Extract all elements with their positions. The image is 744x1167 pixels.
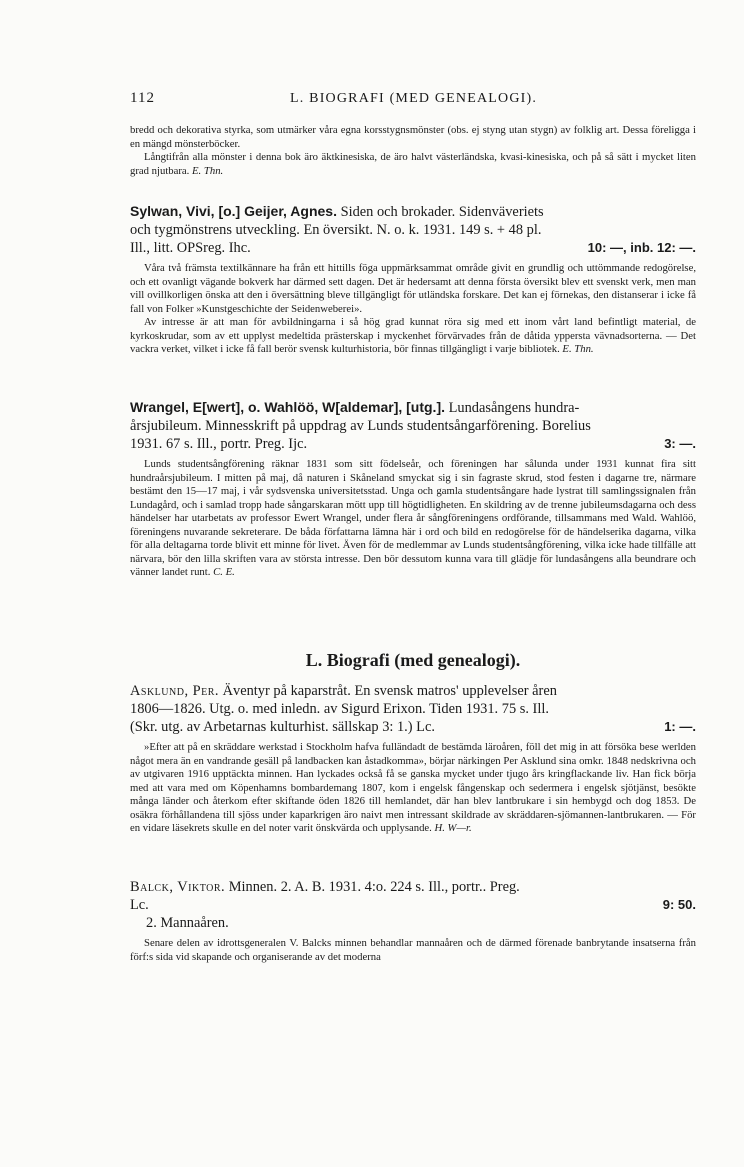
entry-publication: (Skr. utg. av Arbetarnas kulturhist. sällskap 3: 1.) Lc. xyxy=(130,719,435,735)
entry-citation xyxy=(130,878,696,932)
entry-author: Wrangel, E[wert], o. Wahlöö, W[aldemar], [utg.]. xyxy=(130,399,445,415)
entry-title: Minnen. 2. A. B. 1931. 4:o. 224 s. Ill., portr.. Preg. xyxy=(228,879,520,895)
entry-title: Äventyr på kaparstråt. En svensk matros' upplevelser åren xyxy=(222,683,557,699)
entry-subtitle: 2. Mannaåren. xyxy=(146,915,229,931)
entry-author: Sylwan, Vivi, [o.] Geijer, Agnes. xyxy=(130,203,337,219)
entry-citation xyxy=(130,398,696,453)
running-title: L. BIOGRAFI (MED GENEALOGI). xyxy=(290,91,538,106)
entry-title: Siden och brokader. Sidenväveriets xyxy=(340,204,544,220)
review-paragraph: Senare delen av idrottsgeneralen V. Balcks minnen behandlar mannaåren och de därmed förenade banbrytande insatserna från förf:s sida vid skapande och organiserande av det moderna xyxy=(130,937,696,963)
entry-sylwan xyxy=(130,202,696,357)
entry-line-2: 1806—1826. Utg. o. med inledn. av Sigurd Erixon. Tiden 1931. 75 s. Ill. xyxy=(130,701,549,717)
entry-line-2: och tygmönstrens utveckling. En översikt. N. o. k. 1931. 149 s. + 48 pl. xyxy=(130,222,542,238)
review-paragraph: Lunds studentsångförening räknar 1831 som sitt födelseår, och föreningen har sålunda under 1931 kunnat fira sitt hundraårsjubileum. I mitten på maj, då naturen i Skåneland smyckat sig i sin fagraste skrud, stod festen i dagarne tre, närmare bestämt den 15—17 maj, i vår sydsvenska universitetsstad. Unga och gamla studentsångare hade lystrat till samlingssignalen från Lundagård, och i samlad tropp hade sångarskaran mött upp till högtidligheten. En skildring av de trenne jubileumsdagarna och dess händelser har utarbetats av professor Ewert Wrangel, under flera år sångföreningens ordförande, tillsammans med Wald. Wahlöö, föreningens nuvarande sekreterare. De båda författarna lämna här i ord och bild en redogörelse för de händelserika dagarna, vilka för alla deltagarna torde blivit ett minne för livet. Även för de medlemmar av Lunds studentsångförening, vilka icke hade tillfälle att närvara, bör den lilla skriften vara av största intresse. Den bör dessutom kunna vara till glädje för lundasångens alla beundrare och vänner landet runt. C. E. xyxy=(130,458,696,578)
entry-price: 9: 50. xyxy=(662,897,696,912)
entry-price: 3: —. xyxy=(664,436,696,451)
intro-paragraph-2: Långtifrån alla mönster i denna bok äro äktkinesiska, de äro halvt västerländska, kvasi-kinesiska, och på så sätt i mycket liten grad njutbara. E. Thn. xyxy=(130,151,696,177)
entry-publication: Lc. xyxy=(130,897,149,913)
entry-wrangel xyxy=(130,398,696,580)
section-heading: L. Biografi (med genealogi). xyxy=(305,650,521,670)
intro-text xyxy=(130,124,696,178)
intro-signature: E. Thn. xyxy=(192,164,224,177)
entry-asklund xyxy=(130,682,696,836)
review-paragraph-1: Våra två främsta textilkännare ha från ett hittills föga uppmärksammat område givit en grundlig och uttömmande redogörelse, och ett ovanligt vägande bokverk har därmed sett dagen. Det är hedersamt att denna första översikt blev ett svenskt verk, men man vill ovillkorligen önska att den i översättning bleve tillgängligt för utländska forskare. Det kan ej förnekas, den distanserar i icke få fall von Folker »Kunstgeschichte der Seidenweberei». xyxy=(130,262,696,315)
page-number: 112 xyxy=(130,90,155,106)
entry-line-3 xyxy=(130,718,696,736)
entry-price: 1: —. xyxy=(664,719,696,734)
entry-citation xyxy=(130,682,696,736)
review-signature: C. E. xyxy=(213,566,235,578)
page-header xyxy=(130,90,696,112)
entry-review xyxy=(130,937,696,964)
entry-line-2 xyxy=(130,896,696,914)
intro-paragraph-1: bredd och dekorativa styrka, som utmärker våra egna korsstygnsmönster (obs. ej styng utan stygn) av folklig art. Dessa föreligga i en mängd mönsterböcker. xyxy=(130,124,696,150)
review-signature: E. Thn. xyxy=(562,343,594,355)
entry-review xyxy=(130,262,696,357)
entry-line-2: årsjubileum. Minnesskrift på uppdrag av Lunds studentsångarförening. Borelius xyxy=(130,418,591,434)
entry-author: Balck, Viktor. xyxy=(130,879,226,895)
entry-line-3 xyxy=(130,435,696,453)
entry-citation xyxy=(130,202,696,257)
entry-author: Asklund, Per. xyxy=(130,683,220,699)
review-paragraph-2: Av intresse är att man för avbildningarna i så hög grad kunnat röra sig med ett inom vårt land befintligt material, de kyrkoskrudar, som av ett upplyst medeltida prästerskap i myckenhet förvärvades från de dåtida yppersta vävnadsorterna. — Det vackra verket, vilket i icke få fall berör svensk kulturhistoria, bör finnas tillgängligt i varje bibliotek. E. Thn. xyxy=(130,316,696,355)
review-signature: H. W—r. xyxy=(434,822,472,834)
entry-line-3 xyxy=(130,239,696,257)
entry-balck xyxy=(130,878,696,964)
entry-title: Lundasångens hundra- xyxy=(448,400,580,416)
entry-publication: Ill., litt. OPSreg. Ihc. xyxy=(130,240,251,256)
entry-review xyxy=(130,741,696,836)
entry-price: 10: —, inb. 12: —. xyxy=(587,240,696,255)
review-paragraph: »Efter att på en skräddare werkstad i Stockholm hafva fulländadt de bestämda läroåren, föll det mig in att försöka bese werlden något mera än en vandrande gesäll på landbacken kan åstadkomma», börjar närkingen Per Asklund sina omkr. 1848 nedskrivna och av utgivaren 1916 upptäckta minnen. Han lyckades också få se ganska mycket under tjugo års kringflackande liv. Han fick börja med att vara med om Köpenhamns bombardemang 1807, kom i engelsk fångenskap och sedermera i engelsk sjötjänst, besökte många länder och återkom efter skiftande öden 1826 till hemlandet, där han blev lantbrukare i sin hembygd och dog 1853. De osäkra förhållandena till sjöss under kaparkrigen äro naivt men intressant skildrade av skräddaren-sjömannen-lantbrukaren. — För en vidare läsekrets skulle en del noter varit önskvärda och upplysande. H. W—r. xyxy=(130,741,696,834)
entry-review xyxy=(130,458,696,580)
entry-publication: 1931. 67 s. Ill., portr. Preg. Ijc. xyxy=(130,436,308,452)
